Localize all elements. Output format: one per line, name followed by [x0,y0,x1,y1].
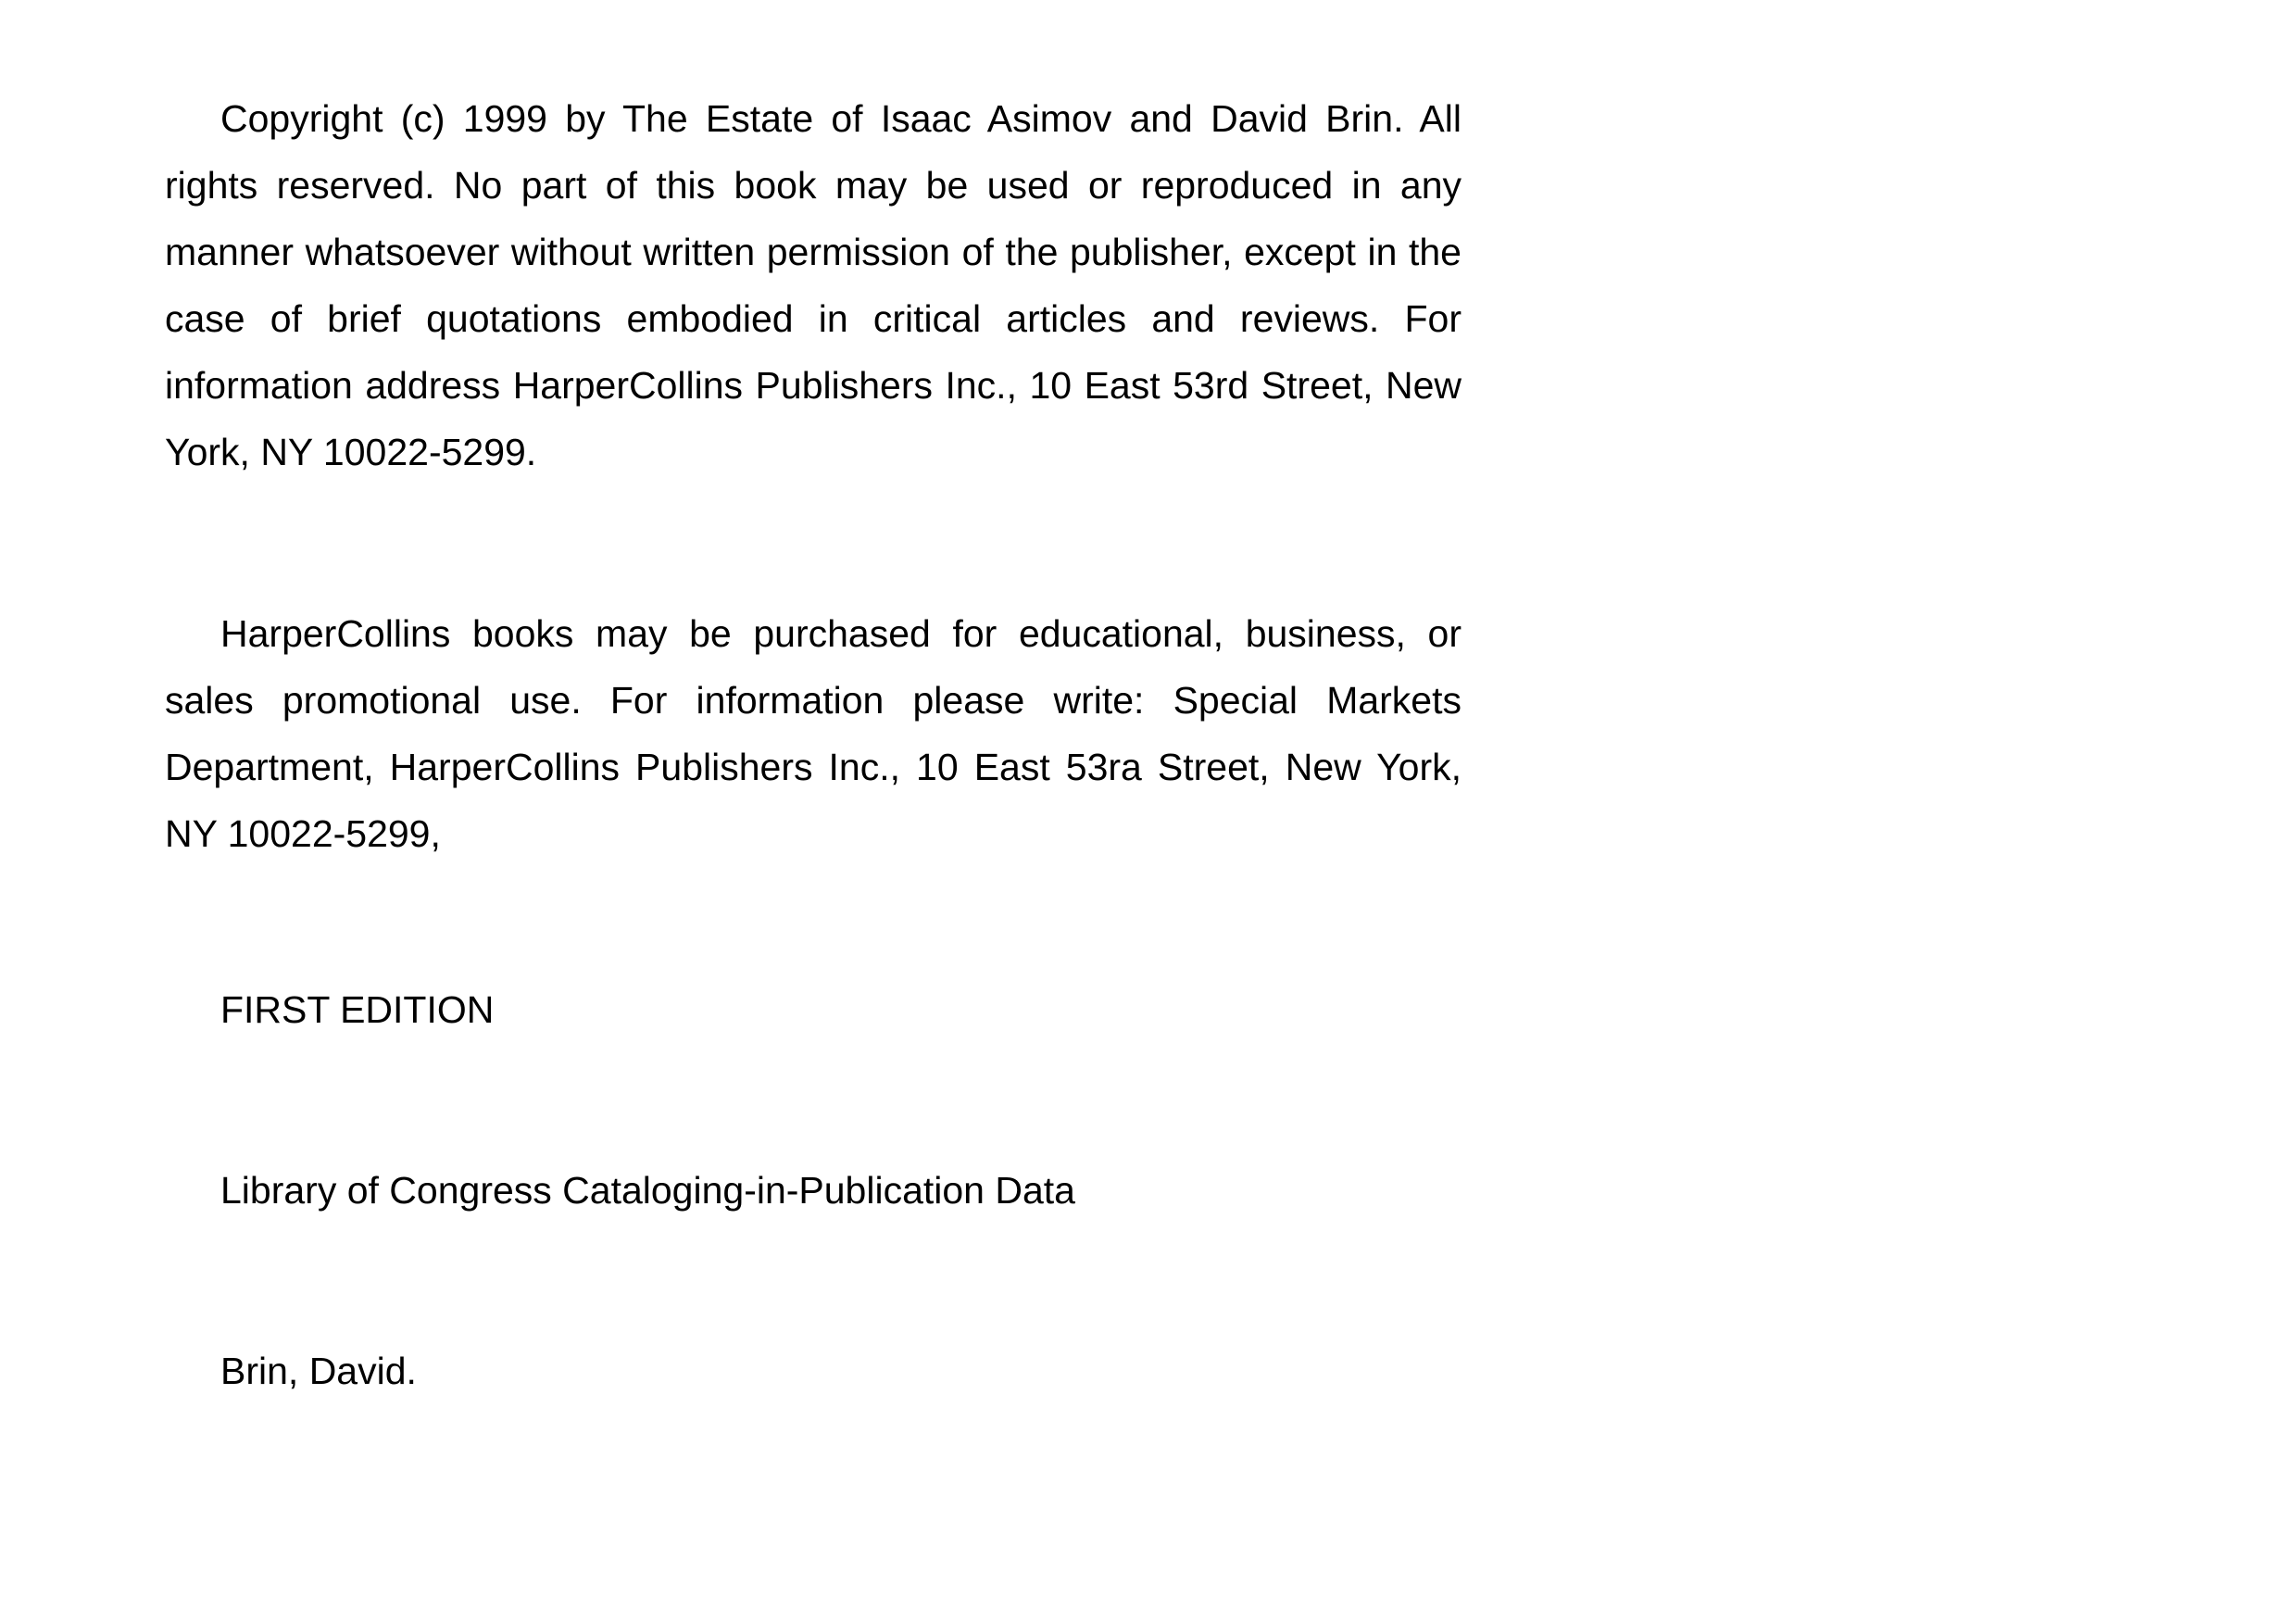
cip-block [165,1157,1462,1224]
sales-paragraph: HarperCollins books may be purchased for educational, business, or sales promotional use. For information please write: Special Markets Department, HarperCollins Publishers Inc., 10 East 53ra Street, New York, NY 10022-5299, [165,612,1462,855]
copyright-notice-block [165,85,1462,485]
sales-info-block [165,600,1462,867]
cip-heading: Library of Congress Cataloging-in-Publication Data [220,1169,1075,1212]
edition-block [165,976,1462,1043]
author-entry: Brin, David. [220,1350,417,1392]
copyright-paragraph: Copyright (c) 1999 by The Estate of Isaac Asimov and David Brin. All rights reserved. No part of this book may be used or reproduced in any manner whatsoever without written permission of the publisher, except in the case of brief quotations embodied in critical articles and reviews. For information address HarperCollins Publishers Inc., 10 East 53rd Street, New York, NY 10022-5299. [165,97,1462,473]
edition-label: FIRST EDITION [220,988,495,1031]
author-block [165,1338,1462,1404]
